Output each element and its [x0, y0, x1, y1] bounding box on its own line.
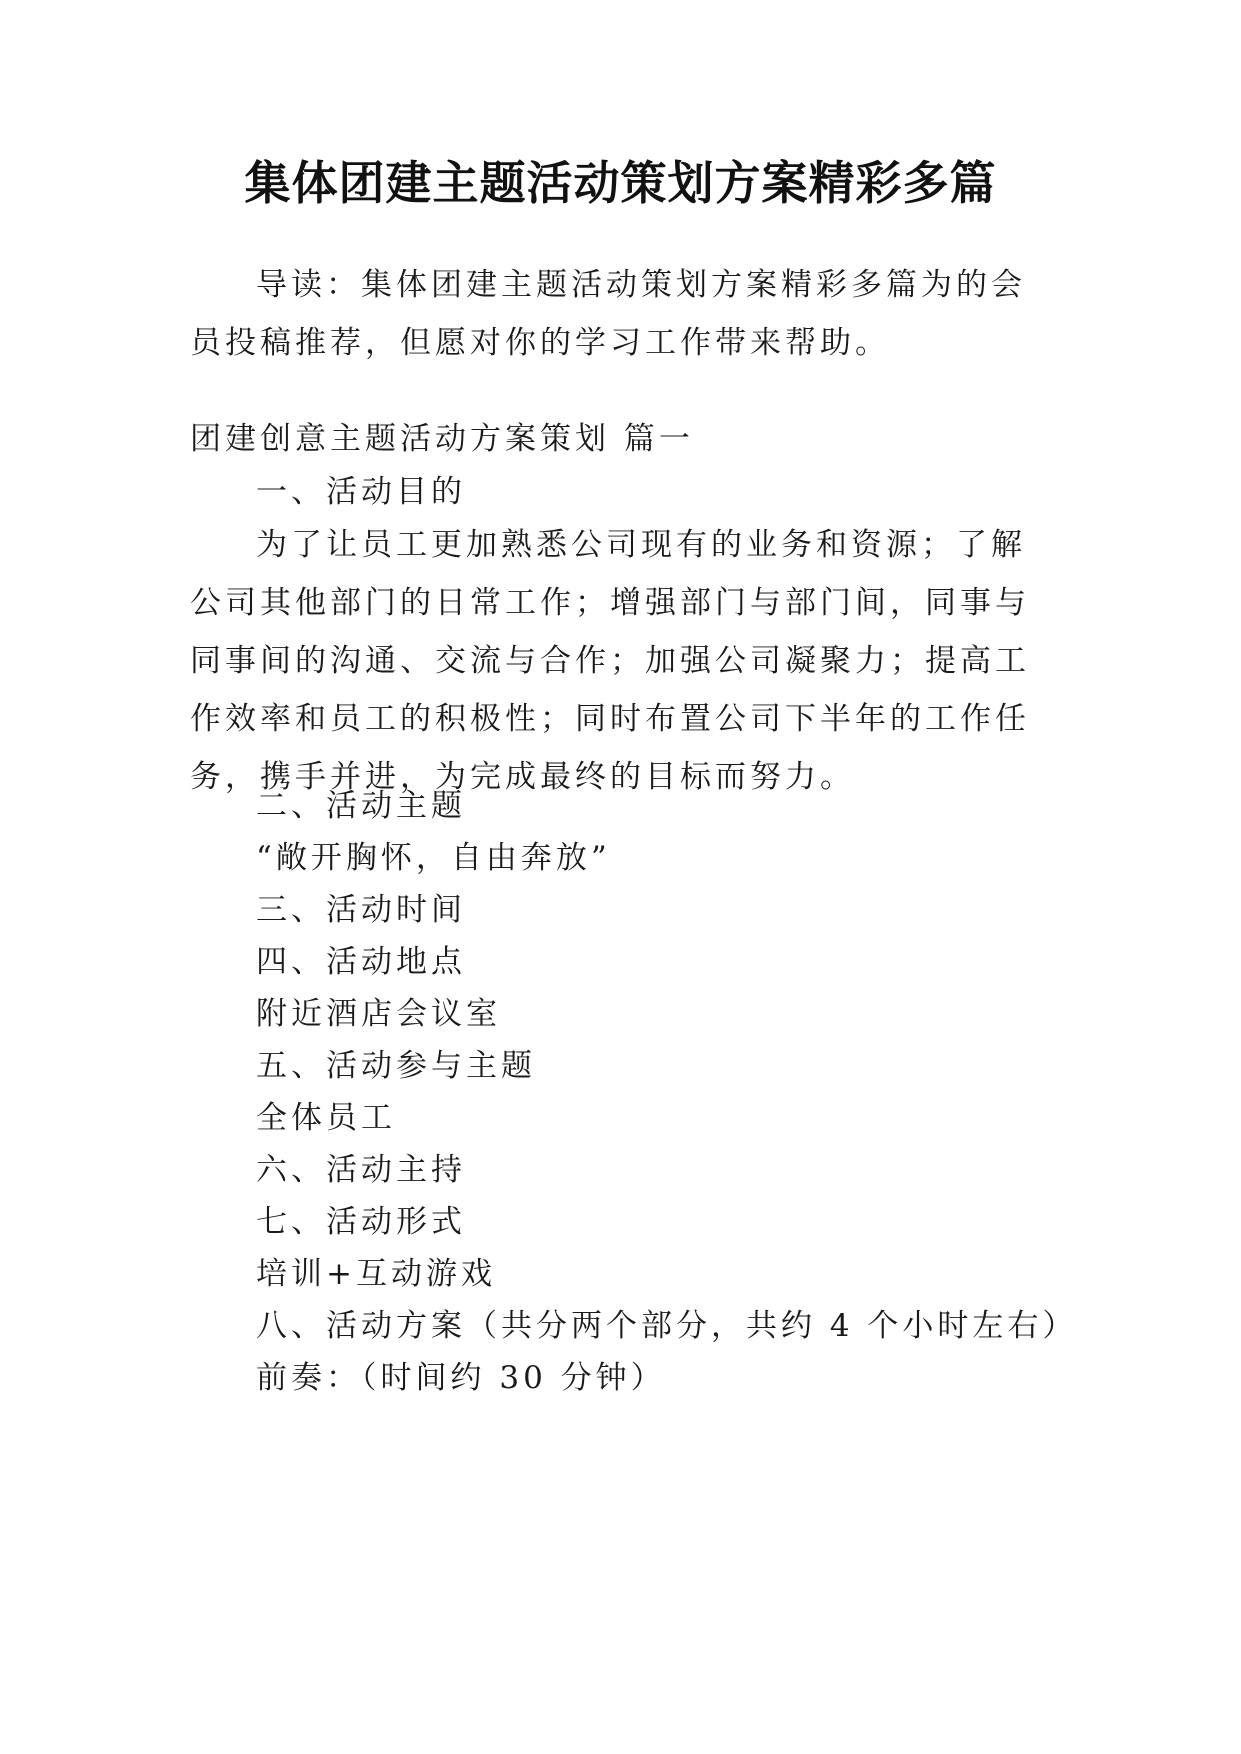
document-title: 集体团建主题活动策划方案精彩多篇 — [244, 156, 997, 210]
item-host-heading: 六、活动主持 — [256, 1152, 466, 1188]
item-plan-heading: 八、活动方案（共分两个部分，共约 4 个小时左右） — [256, 1308, 1078, 1344]
item-location-heading: 四、活动地点 — [256, 944, 466, 980]
item-purpose-heading: 一、活动目的 — [256, 474, 466, 510]
prelude-line: 前奏：（时间约 30 分钟） — [256, 1360, 666, 1396]
intro-paragraph: 导读：集体团建主题活动策划方案精彩多篇为的会员投稿推荐，但愿对你的学习工作带来帮助。 — [190, 267, 1026, 361]
participants-value: 全体员工 — [256, 1100, 396, 1136]
item-format-heading: 七、活动形式 — [256, 1204, 466, 1240]
theme-slogan: “敞开胸怀，自由奔放” — [256, 840, 611, 876]
format-value: 培训+互动游戏 — [256, 1256, 496, 1292]
item-participants-heading: 五、活动参与主题 — [256, 1048, 536, 1084]
item-theme-heading: 二、活动主题 — [256, 788, 466, 824]
item-time-heading: 三、活动时间 — [256, 892, 466, 928]
purpose-paragraph: 为了让员工更加熟悉公司现有的业务和资源；了解公司其他部门的日常工作；增强部门与部门间，同事与同事间的沟通、交流与合作；加强公司凝聚力；提高工作效率和员工的积极性；同时布置公司下半年的工作任务，携手并进，为完成最终的目标而努力。 — [190, 527, 1030, 795]
section-heading: 团建创意主题活动方案策划 篇一 — [190, 421, 694, 457]
location-value: 附近酒店会议室 — [256, 996, 501, 1032]
